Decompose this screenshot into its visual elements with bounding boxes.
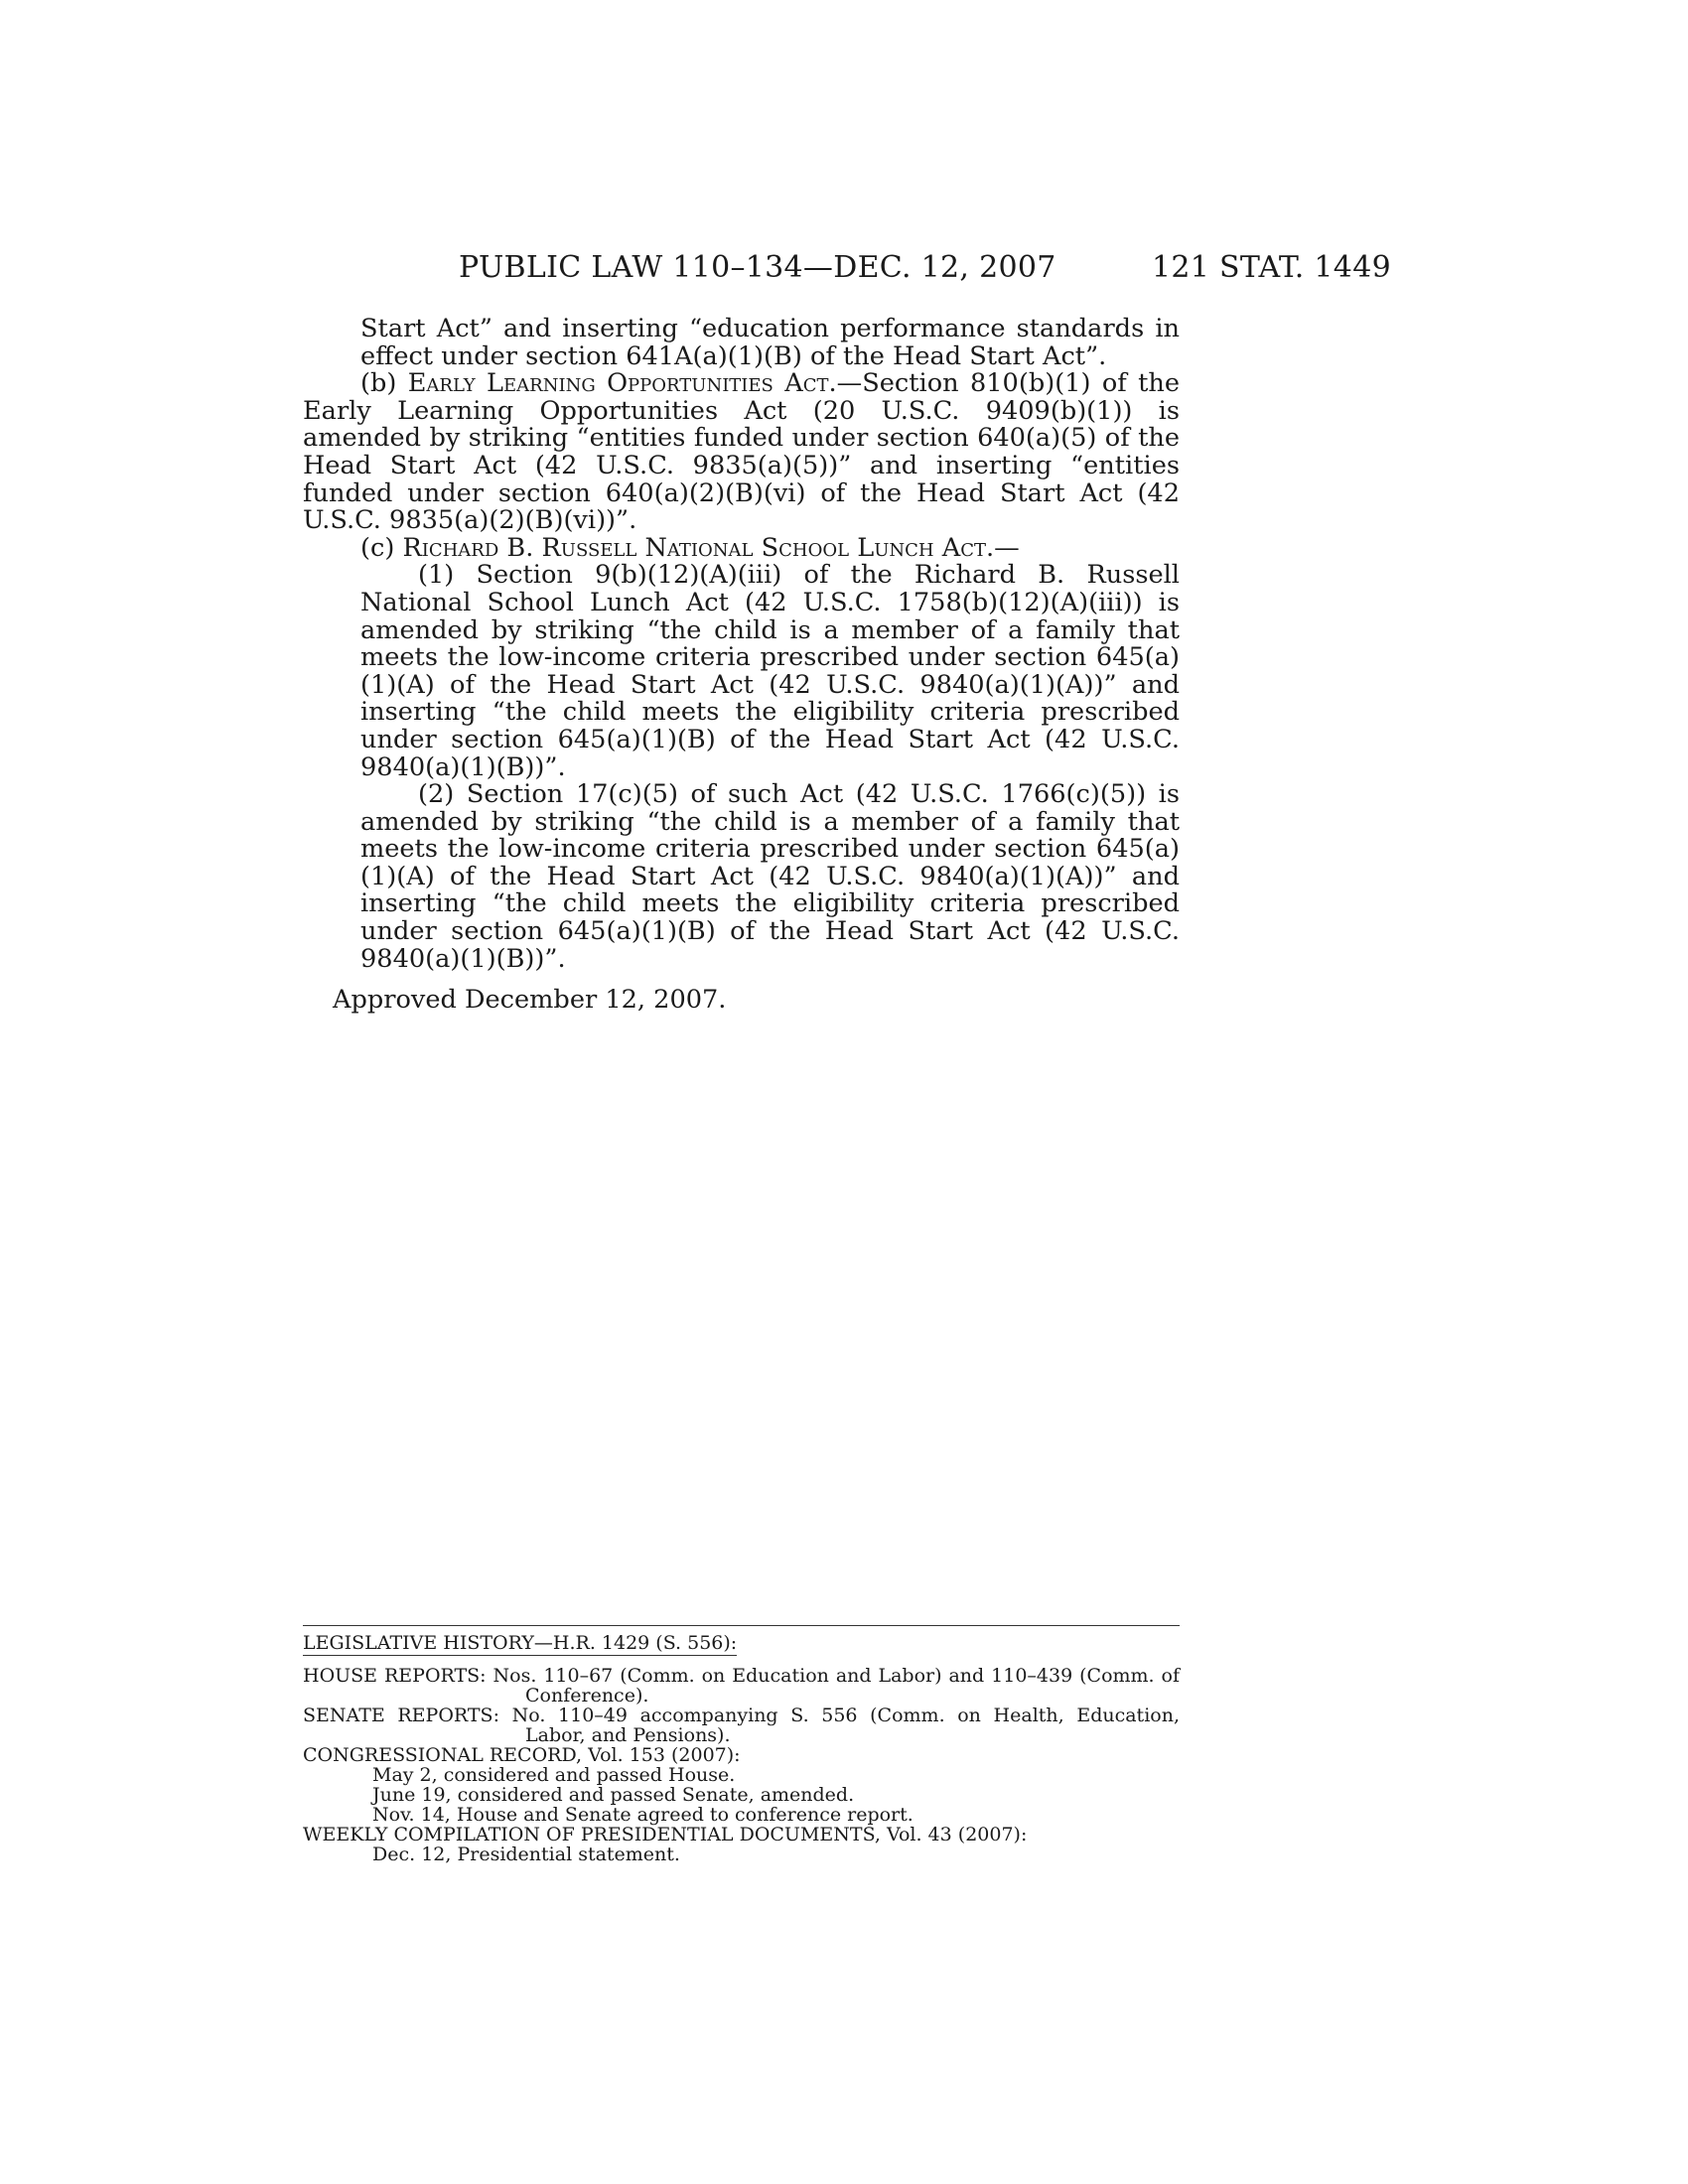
body-text	[303, 316, 1180, 973]
record-item: June 19, considered and passed Senate, amended.	[372, 1784, 855, 1806]
paragraph-c-text: .—	[985, 532, 1020, 563]
senate-reports: SENATE REPORTS: No. 110–49 accompanying S. 556 (Comm. on Health, Education, Labor, and Pensions).	[303, 1705, 1180, 1746]
paragraph-c-2: (2) Section 17(c)(5) of such Act (42 U.S.C. 1766(c)(5)) is amended by striking “the child is a member of a family that meets the low-income criteria prescribed under section 645(a)(1)(A) of the Head Start Act (42 U.S.C. 9840(a)(1)(A))” and inserting “the child meets the eligibility criteria prescribed under section 645(a)(1)(B) of the Head Start Act (42 U.S.C. 9840(a)(1)(B))”.	[360, 779, 1180, 974]
paragraph-c-1: (1) Section 9(b)(12)(A)(iii) of the Richard B. Russell National School Lunch Act (42 U.S.C. 1758(b)(12)(A)(iii)) is amended by striking “the child is a member of a family that meets the low-income criteria prescribed under section 645(a)(1)(A) of the Head Start Act (42 U.S.C. 9840(a)(1)(A))” and inserting “the child meets the eligibility criteria prescribed under section 645(a)(1)(B) of the Head Start Act (42 U.S.C. 9840(a)(1)(B))”.	[360, 560, 1180, 782]
paragraph-b-label: (b)	[360, 368, 408, 399]
weekly-item: Dec. 12, Presidential statement.	[372, 1843, 680, 1865]
legislative-history-title: LEGISLATIVE HISTORY—H.R. 1429 (S. 556):	[303, 1632, 738, 1654]
record-item: Nov. 14, House and Senate agreed to conference report.	[372, 1804, 914, 1826]
paragraph-b-text: .—Section 810(b)(1) of the Early Learning Opportunities Act (20 U.S.C. 9409(b)(1)) is amended by striking “entities funded under section 640(a)(5) of the Head Start Act (42 U.S.C. 9835(a)(5))” and inserting “entities funded under section 640(a)(2)(B)(vi) of the Head Start Act (42 U.S.C. 9835(a)(2)(B)(vi))”.	[303, 368, 1180, 536]
record-item: May 2, considered and passed House.	[372, 1764, 736, 1786]
house-reports: HOUSE REPORTS: Nos. 110–67 (Comm. on Education and Labor) and 110–439 (Comm. of Conference).	[303, 1665, 1180, 1706]
footnote-rule	[303, 1625, 1180, 1626]
paragraph-c	[303, 532, 1180, 563]
paragraph-b-heading: Early Learning Opportunities Act	[407, 368, 829, 399]
weekly-compilation: WEEKLY COMPILATION OF PRESIDENTIAL DOCUMENTS, Vol. 43 (2007):	[303, 1824, 1028, 1845]
running-header-law: PUBLIC LAW 110–134—DEC. 12, 2007	[459, 250, 1056, 285]
paragraph-a-continuation: Start Act” and inserting “education performance standards in effect under section 641A(a)(1)(B) of the Head Start Act”.	[360, 314, 1180, 371]
approval-date: Approved December 12, 2007.	[333, 985, 727, 1015]
running-header-stat: 121 STAT. 1449	[1152, 250, 1391, 285]
paragraph-c-heading: Richard B. Russell National School Lunch Act	[402, 532, 986, 563]
paragraph-c-label: (c)	[360, 532, 403, 563]
paragraph-b	[303, 370, 1180, 535]
legislative-history	[303, 1633, 1180, 1864]
congressional-record: CONGRESSIONAL RECORD, Vol. 153 (2007):	[303, 1744, 741, 1766]
